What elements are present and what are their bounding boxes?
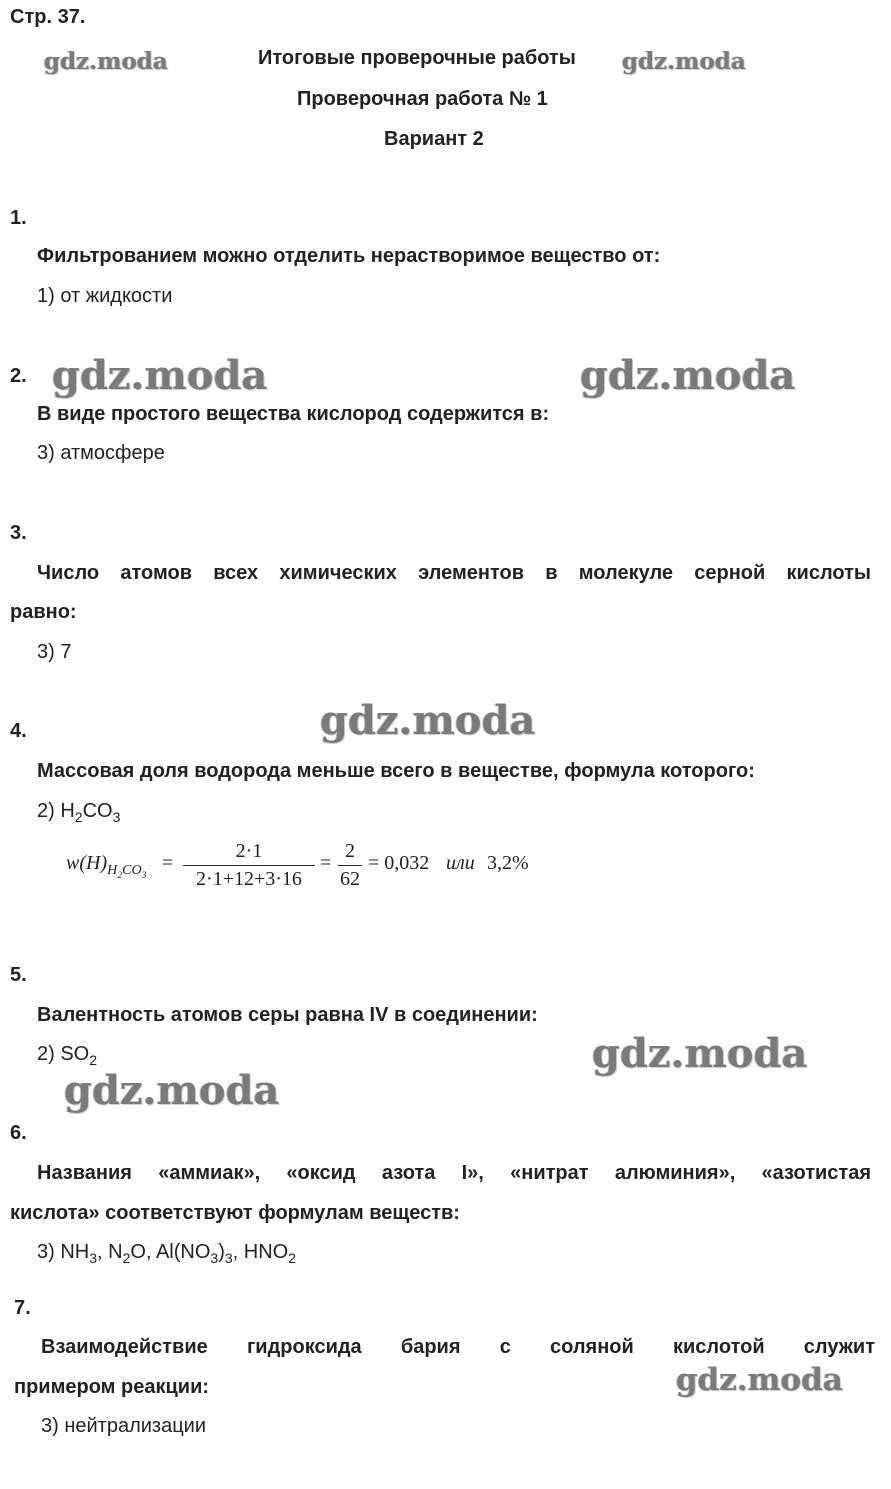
question-number: 2. [10,365,27,387]
answer-text: 2) $SO_2$ [37,1043,98,1068]
watermark-logo: gdz.moda [320,697,536,744]
question-text: Взаимодействие гидроксида бария с соляной кислотой служит [41,1336,875,1358]
watermark-logo: gdz.moda [44,48,168,75]
formula-percent: 3,2% [487,852,529,874]
question-text: Названия «аммиак», «оксид азота I», «нитрат алюминия», «азотистая [37,1162,871,1184]
question-number: 6. [10,1122,27,1144]
question-text-continued: кислота» соответствуют формулам веществ: [10,1202,460,1224]
watermark-logo: gdz.moda [676,1362,843,1398]
watermark-logo: gdz.moda [52,352,268,399]
question-number: 7. [14,1297,31,1319]
equals-sign: = [162,852,174,874]
question-text-continued: примером реакции: [14,1376,210,1398]
question-text: Массовая доля водорода меньше всего в веществе, формула которого: [37,760,755,782]
fraction-1: 2·1 2·1+12+3·16 [183,840,315,891]
answer-text: 3) $NH_3$, $N_2O$, $Al(NO_3)_3$, $HNO_2$ [37,1241,297,1266]
equals-sign: = [320,852,332,874]
answer-text: 2) $H_2CO_3$ [37,800,121,825]
variant-title: Вариант 2 [384,128,484,150]
question-number: 1. [10,207,27,229]
question-number: 5. [10,964,27,986]
formula-result: = 0,032 [368,852,430,874]
work-title: Проверочная работа № 1 [297,88,548,110]
fraction-2: 2 62 [340,840,360,890]
watermark-logo: gdz.moda [64,1067,280,1114]
question-text-continued: равно: [10,601,77,623]
page-number: Стр. 37. [10,6,86,28]
watermark-logo: gdz.moda [580,352,796,399]
watermark-logo: gdz.moda [592,1030,808,1077]
section-title: Итоговые проверочные работы [258,47,576,69]
question-text: Фильтрованием можно отделить нерастворимое вещество от: [37,245,661,267]
answer-text: 3) нейтрализации [41,1415,207,1437]
question-text: В виде простого вещества кислород содержится в: [37,403,550,425]
question-text: Валентность атомов серы равна IV в соединении: [37,1004,538,1026]
answer-text: 3) атмосфере [37,442,165,464]
question-number: 4. [10,720,27,742]
question-number: 3. [10,522,27,544]
mass-fraction-formula: $w(H)_{H_2CO_3}$ [66,852,147,881]
watermark-logo: gdz.moda [622,48,746,75]
answer-text: 3) 7 [37,641,72,663]
question-text: Число атомов всех химических элементов в молекуле серной кислоты [37,562,871,584]
answer-text: 1) от жидкости [37,285,173,307]
formula-or: или [446,852,475,874]
